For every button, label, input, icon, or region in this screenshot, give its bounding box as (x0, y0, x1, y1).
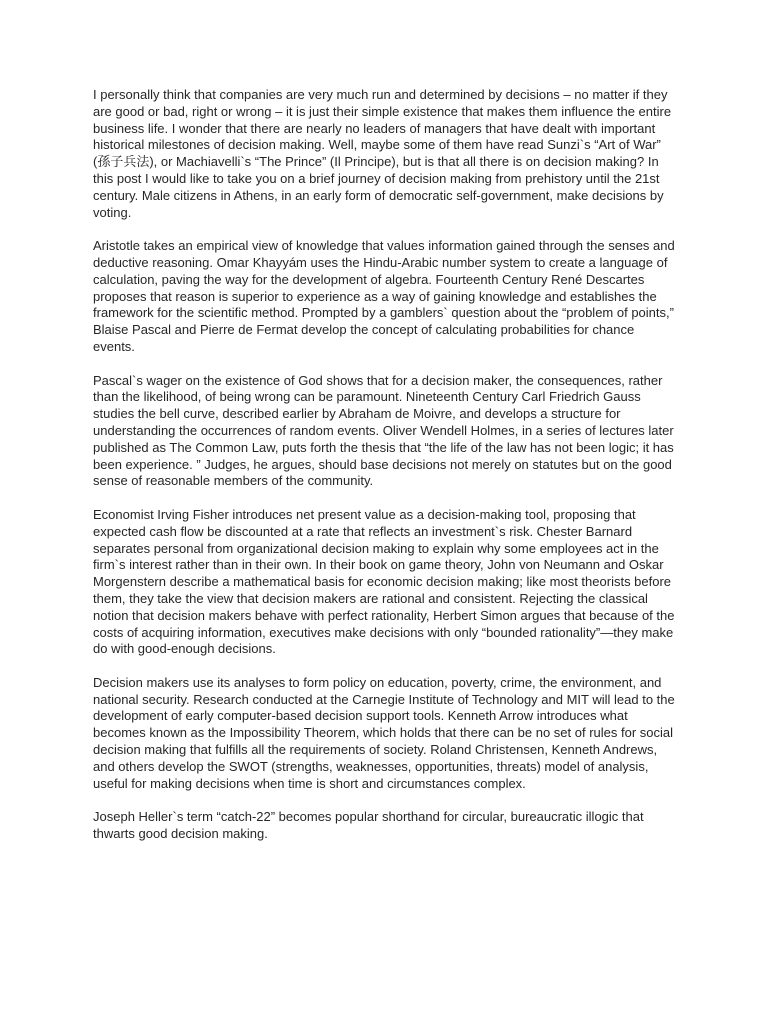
paragraph-3: Pascal`s wager on the existence of God shows that for a decision maker, the consequences, rather than the likelihood, of being wrong can be paramount. Nineteenth Century Carl Friedrich Gauss studies the bell curve, described earlier by Abraham de Moivre, and develops a structure for understanding the occurrences of random events. Oliver Wendell Holmes, in a series of lectures later published as The Common Law, puts forth the thesis that “the life of the law has not been logic; it has been experience. ” Judges, he argues, should base decisions not merely on statutes but on the good sense of reasonable members of the community. (93, 372, 674, 489)
paragraph-2: Aristotle takes an empirical view of knowledge that values information gained through the senses and deductive reasoning. Omar Khayyám uses the Hindu-Arabic number system to create a language of calculation, paving the way for the development of algebra. Fourteenth Century René Descartes proposes that reason is superior to experience as a way of gaining knowledge and establishes the framework for the scientific method. Prompted by a gamblers` question about the “problem of points,” Blaise Pascal and Pierre de Fermat develop the concept of calculating probabilities for chance events. (93, 238, 675, 354)
paragraph-6: Joseph Heller`s term “catch-22” becomes popular shorthand for circular, bureaucratic illogic that thwarts good decision making. (93, 809, 644, 842)
paragraph-5: Decision makers use its analyses to form policy on education, poverty, crime, the environment, and national security. Research conducted at the Carnegie Institute of Technology and MIT will lead to the development of early computer-based decision support tools. Kenneth Arrow introduces what becomes known as the Impossibility Theorem, which holds that there can be no set of rules for social decision making that fulfills all the requirements of society. Roland Christensen, Kenneth Andrews, and others develop the SWOT (strengths, weaknesses, opportunities, threats) model of analysis, useful for making decisions when time is short and circumstances complex. (93, 674, 675, 791)
paragraph-4: Economist Irving Fisher introduces net present value as a decision-making tool, proposing that expected cash flow be discounted at a rate that reflects an investment`s risk. Chester Barnard separates personal from organizational decision making to explain why some employees act in the firm`s interest rather than in their own. In their book on game theory, John von Neumann and Oskar Morgenstern describe a mathematical basis for economic decision making; like most theorists before them, they take the view that decision makers are rational and consistent. Rejecting the classical notion that decision makers behave with perfect rationality, Herbert Simon argues that because of the costs of acquiring information, executives make decisions with only “bounded rationality”—they make do with good-enough decisions. (93, 506, 675, 657)
paragraph-1: I personally think that companies are very much run and determined by decisions – no matter if they are good or bad, right or wrong – it is just their simple existence that makes them influence the entire business life. I wonder that there are nearly no leaders of managers that have dealt with important historical milestones of decision making. Well, maybe some of them have read Sunzi`s “Art of War” (孫子兵法), or Machiavelli`s “The Prince” (Il Principe), but is that all there is on decision making? In this post I would like to take you on a brief journey of decision making from prehistory until the 21st century. Male citizens in Athens, in an early form of democratic self-government, make decisions by voting. (93, 87, 672, 220)
document-body (93, 87, 678, 860)
